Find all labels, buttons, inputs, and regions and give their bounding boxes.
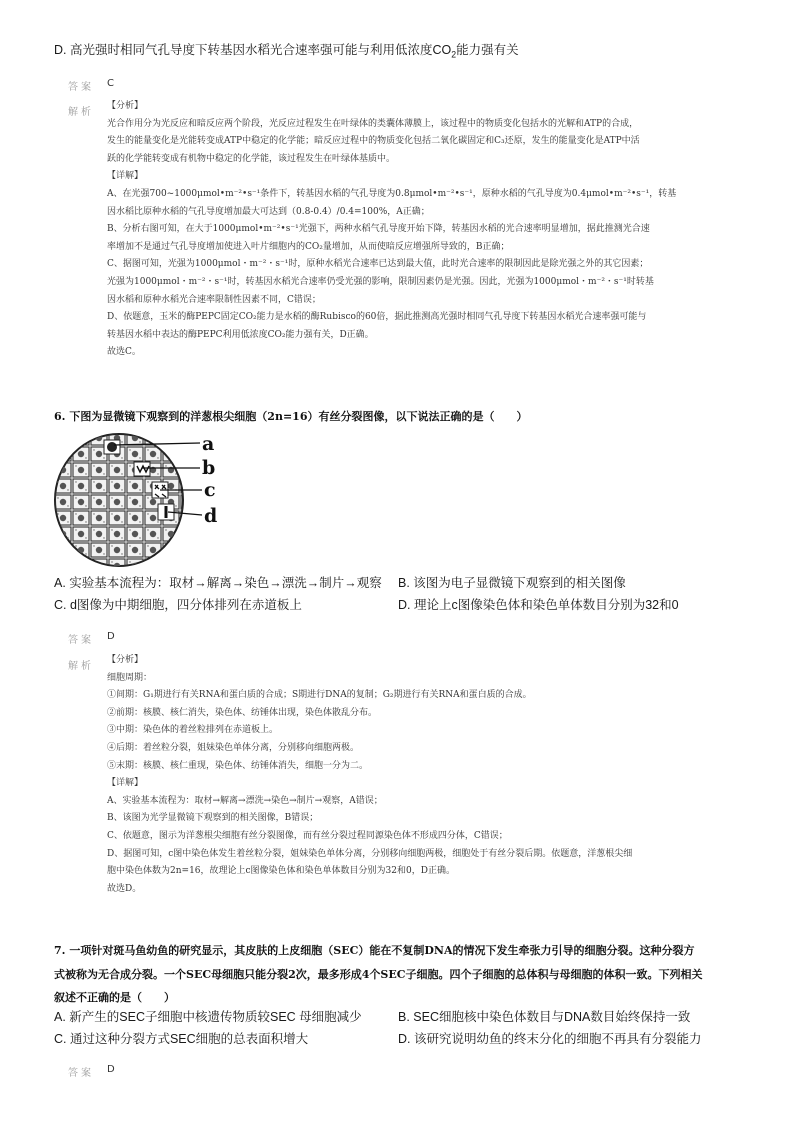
q5-option-d-subscript: 2 [451, 49, 457, 60]
q5-answer: C [107, 78, 114, 89]
analysis-line: ②前期：核膜、核仁消失，染色体、纺锤体出现，染色体散乱分布。 [107, 707, 378, 718]
analysis-line: B、该图为光学显微镜下观察到的相关图像，B错误； [107, 813, 319, 824]
analysis-line: A、在光强700~1000μmol•m⁻²•s⁻¹条件下，转基因水稻的气孔导度为0.8μmol•m⁻²•s⁻¹，原种水稻的气孔导度为0.4μmol•m⁻²•s⁻¹，转基 [107, 188, 677, 199]
analysis-line: ③中期：染色体的着丝粒排列在赤道板上。 [107, 725, 279, 736]
onion-root-tip-cells-image [54, 430, 254, 570]
analysis-line: D、依题意，玉米的酶PEPC固定CO₂能力是水稻的酶Rubisco的60倍，据此推测高光强时相同气孔导度下转基因水稻光合速率强可能与 [107, 312, 647, 323]
q7-stem-line-1: 7. 一项针对斑马鱼幼鱼的研究显示，其皮肤的上皮细胞（SEC）能在不复制DNA的情况下发生牵张力引导的细胞分裂。这种分裂方 [54, 944, 695, 957]
q7-option-d[interactable]: D. 该研究说明幼鱼的终末分化的细胞不再具有分裂能力 [398, 1032, 702, 1046]
q7-stem-line-3: 叙述不正确的是（ ） [54, 991, 175, 1004]
q7-option-a[interactable]: A. 新产生的SEC子细胞中核遗传物质较SEC 母细胞减少 [54, 1010, 362, 1024]
q5-analysis [107, 98, 737, 362]
label-a: a [202, 433, 215, 455]
analysis-line: 细胞周期： [107, 672, 153, 683]
analysis-line: 因水稻比原种水稻的气孔导度增加最大可达到（0.8-0.4）/0.4=100%，A正确； [107, 206, 430, 217]
q6-option-c[interactable]: C. d图像为中期细胞，四分体排列在赤道板上 [54, 598, 302, 612]
q7-answer-label: 答案 [68, 1068, 94, 1079]
q6-option-b[interactable]: B. 该图为电子显微镜下观察到的相关图像 [398, 576, 626, 590]
analysis-line: 故选D。 [107, 883, 142, 894]
analysis-line: 因水稻和原种水稻光合速率限制性因素不同，C错误； [107, 294, 321, 305]
q5-answer-label: 答案 [68, 82, 94, 93]
q6-option-d[interactable]: D. 理论上c图像染色体和染色单体数目分别为32和0 [398, 598, 679, 612]
analysis-line: 发生的能量变化是光能转变成ATP中稳定的化学能；暗反应过程中的物质变化包括二氧化碳固定和C₃还原，发生的能量变化是ATP中活 [107, 136, 640, 147]
analysis-line: D、据图可知，c图中染色体发生着丝粒分裂，姐妹染色单体分离，分别移向细胞两极，细胞处于有丝分裂后期。依题意，洋葱根尖细 [107, 848, 633, 859]
analysis-line: ④后期：着丝粒分裂，姐妹染色单体分离，分别移向细胞两极。 [107, 742, 360, 753]
analysis-line: 光强为1000μmol・m⁻²・s⁻¹时，转基因水稻光合速率仍受光强的影响，限制因素仍是光强。因此，光强为1000μmol・m⁻²・s⁻¹时转基 [107, 276, 654, 287]
q5-analysis-label: 解析 [68, 107, 94, 118]
q5-option-d-text: D. 高光强时相同气孔导度下转基因水稻光合速率强可能与利用低浓度CO [54, 43, 452, 57]
analysis-line: ①间期：G₁期进行有关RNA和蛋白质的合成；S期进行DNA的复制；G₂期进行有关RNA和蛋白质的合成。 [107, 690, 532, 701]
analysis-line: C、据图可知，光强为1000μmol・m⁻²・s⁻¹时，原种水稻光合速率已达到最大值，此时光合速率的限制因此是除光强之外的其它因素； [107, 259, 649, 270]
analysis-line: 【分析】 [107, 655, 144, 665]
q5-option-d [54, 40, 519, 60]
analysis-line: 【分析】 [107, 101, 144, 111]
q7-answer: D [107, 1064, 115, 1075]
label-b: b [202, 457, 216, 479]
analysis-line: 跃的化学能转变成有机物中稳定的化学能，该过程发生在叶绿体基质中。 [107, 153, 396, 164]
q7-option-b[interactable]: B. SEC细胞核中染色体数目与DNA数目始终保持一致 [398, 1010, 691, 1024]
q6-analysis [107, 652, 737, 898]
q6-answer: D [107, 631, 115, 642]
analysis-line: ⑤末期：核膜、核仁重现，染色体、纺锤体消失，细胞一分为二。 [107, 760, 369, 771]
label-d: d [204, 505, 218, 527]
analysis-line: 【详解】 [107, 778, 144, 789]
q7-option-c[interactable]: C. 通过这种分裂方式SEC细胞的总表面积增大 [54, 1032, 309, 1046]
analysis-line: A、实验基本流程为：取材→解离→漂洗→染色→制片→观察，A错误； [107, 795, 383, 806]
q6-option-a[interactable]: A. 实验基本流程为：取材→解离→染色→漂洗→制片→观察 [54, 576, 382, 590]
analysis-line: B、分析右图可知，在大于1000μmol•m⁻²•s⁻¹光强下，两种水稻气孔导度开始下降，转基因水稻的光合速率明显增加，据此推测光合速 [107, 224, 650, 235]
q6-stem: 6. 下图为显微镜下观察到的洋葱根尖细胞（2n=16）有丝分裂图像，以下说法正确的是（ ） [54, 410, 528, 423]
q5-option-d-text-end: 能力强有关 [456, 43, 519, 57]
q6-analysis-label: 解析 [68, 661, 94, 672]
analysis-line: C、依题意，图示为洋葱根尖细胞有丝分裂图像，而有丝分裂过程同源染色体不形成四分体，C错误； [107, 830, 508, 841]
q7-stem-line-2: 式被称为无合成分裂。一个SEC母细胞只能分裂2次，最多形成4个SEC子细胞。四个子细胞的总体积与母细胞的体积一致。下列相关 [54, 968, 703, 981]
analysis-line: 转基因水稻中表达的酶PEPC利用低浓度CO₂能力强有关，D正确。 [107, 329, 374, 340]
analysis-line: 光合作用分为光反应和暗反应两个阶段，光反应过程发生在叶绿体的类囊体薄膜上，该过程中的物质变化包括水的光解和ATP的合成， [107, 118, 639, 129]
analysis-line: 故选C。 [107, 347, 141, 358]
analysis-line: 胞中染色体数为2n=16，故理论上c图像染色体和染色单体数目分别为32和0，D正确。 [107, 866, 455, 877]
analysis-line: 率增加不是通过气孔导度增加使进入叶片细胞内的CO₂量增加，从而使暗反应增强所导致的，B正确； [107, 241, 510, 252]
label-c: c [204, 479, 216, 501]
analysis-line: 【详解】 [107, 171, 144, 182]
q6-microscope-figure [54, 430, 254, 570]
q6-answer-label: 答案 [68, 635, 94, 646]
